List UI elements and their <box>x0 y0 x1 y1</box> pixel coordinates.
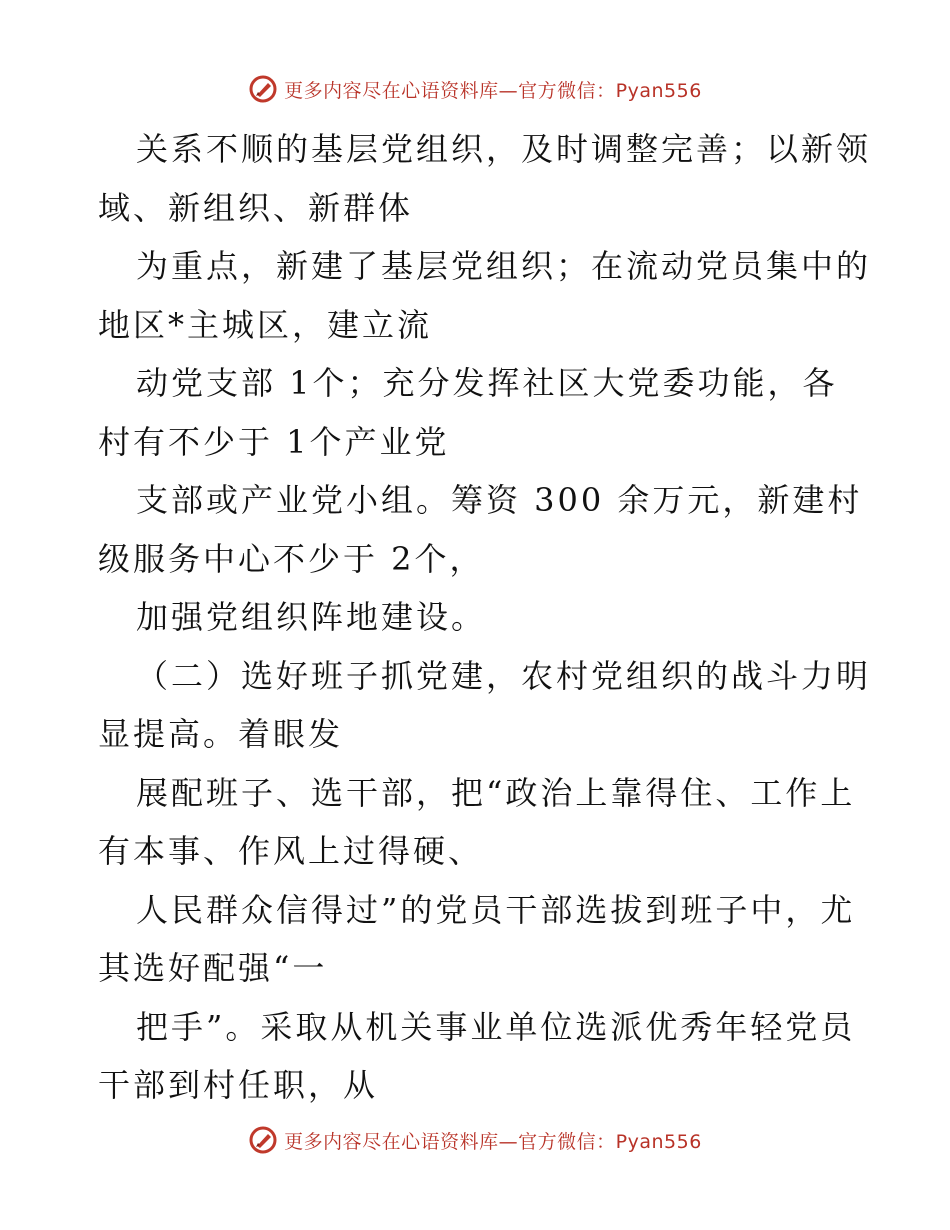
text-line: 地区*主城区，建立流 <box>98 305 433 344</box>
watermark-text: 更多内容尽在心语资料库—官方微信：Pyan556 <box>284 1130 702 1153</box>
text-line: 人民群众信得过”的党员干部选拔到班子中，尤 <box>136 890 856 929</box>
text-line: 村有不少于 1个产业党 <box>98 422 450 461</box>
pen-logo-icon <box>248 1125 278 1155</box>
text-line: 加强党组织阵地建设。 <box>136 598 487 636</box>
watermark-text: 更多内容尽在心语资料库—官方微信：Pyan556 <box>284 79 702 102</box>
section-heading-line: （二）选好班子抓党建，农村党组织的战斗力明 <box>136 656 872 695</box>
text-line: 域、新组织、新群体 <box>98 188 414 227</box>
footer-watermark <box>0 1123 950 1157</box>
text-line: 动党支部 1个；充分发挥社区大党委功能，各 <box>136 364 838 402</box>
document-body <box>98 120 872 1115</box>
text-line: 支部或产业党小组。筹资 300 余万元，新建村 <box>136 481 863 519</box>
text-line: 级服务中心不少于 2个， <box>98 539 485 578</box>
text-line: 关系不顺的基层党组织，及时调整完善；以新领 <box>136 130 872 168</box>
text-line: 有本事、作风上过得硬、 <box>98 832 484 870</box>
text-line: 把手”。采取从机关事业单位选派优秀年轻党员 <box>136 1007 856 1046</box>
text-line: 其选好配强“一 <box>98 949 328 987</box>
pen-logo-icon <box>248 74 278 104</box>
text-line: 显提高。着眼发 <box>98 715 344 753</box>
text-line: 展配班子、选干部，把“政治上靠得住、工作上 <box>136 773 856 812</box>
text-line: 为重点，新建了基层党组织；在流动党员集中的 <box>136 247 872 285</box>
text-line: 干部到村任职，从 <box>98 1066 379 1104</box>
header-watermark <box>0 72 950 106</box>
